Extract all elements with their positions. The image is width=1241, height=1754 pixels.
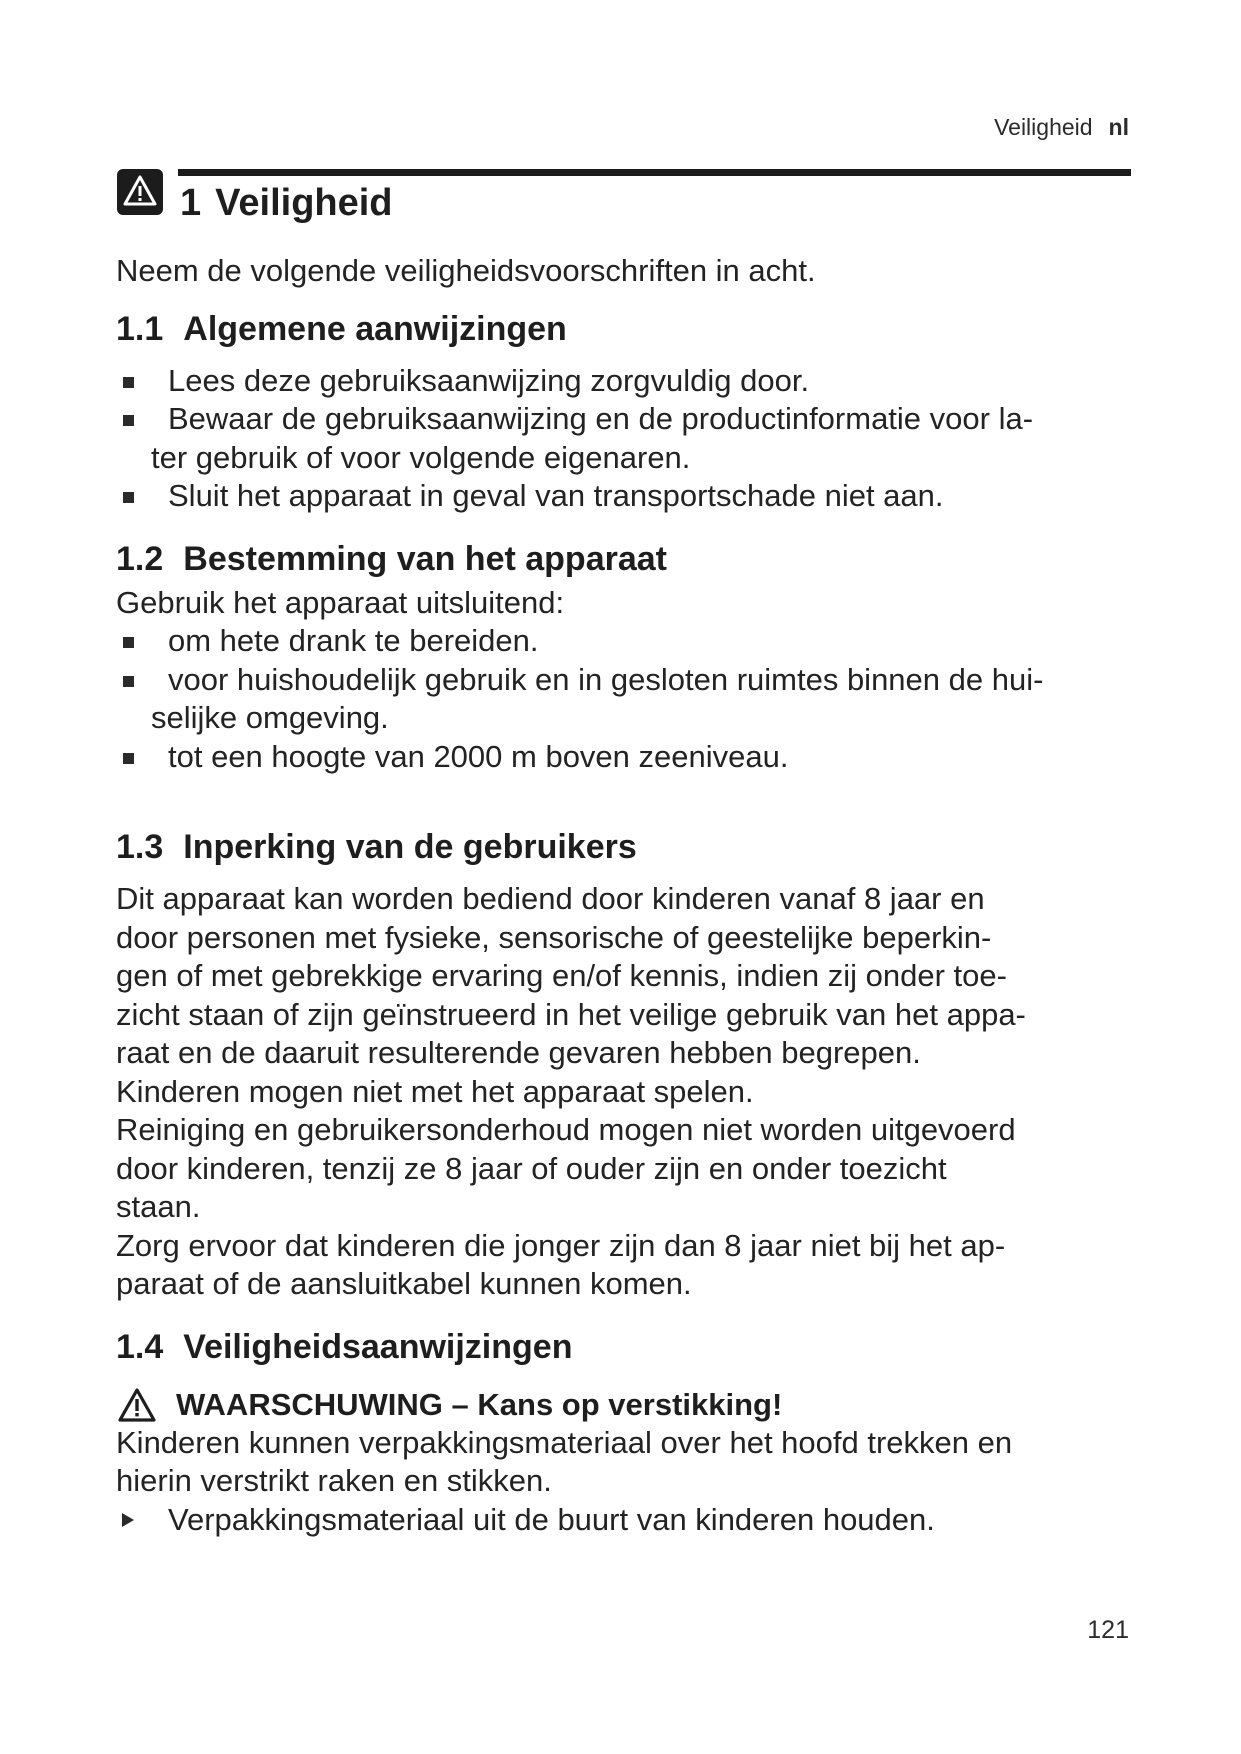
list-item-continuation: ter gebruik of voor volgende eigenaren. <box>151 439 691 475</box>
instruction-list <box>116 1501 1156 1540</box>
section-title: Veiligheidsaanwijzingen <box>183 1327 573 1366</box>
header-section-title: Veiligheid <box>994 114 1093 140</box>
section-heading <box>116 826 1156 868</box>
section-title: Inperking van de gebruikers <box>183 828 637 866</box>
chapter-rule <box>178 169 1131 176</box>
list-item-text: voor huishoudelijk gebruik en in gesloten ruimtes binnen de hui- <box>168 661 1044 697</box>
warning-text-line: Kinderen kunnen verpakkingsmateriaal over het hoofd trekken en <box>116 1424 1013 1460</box>
page-content <box>116 252 1156 1539</box>
list-item-text: tot een hoogte van 2000 m boven zeeniveau. <box>168 738 789 774</box>
chapter-title-text: Veiligheid <box>215 182 393 224</box>
warning-text-line: hierin verstrikt raken en stikken. <box>116 1463 552 1498</box>
paragraph-line: door personen met fysieke, sensorische of geestelijke beperkin- <box>116 919 992 955</box>
section-number: 1.3 <box>116 828 164 866</box>
section-heading <box>116 1326 1156 1368</box>
section-number: 1.2 <box>116 539 164 578</box>
section-1-3 <box>116 826 1156 1304</box>
running-header <box>994 114 1129 141</box>
list-item-text: om hete drank te bereiden. <box>168 623 539 658</box>
chapter-title <box>180 182 393 225</box>
section-1-1 <box>116 308 1156 516</box>
list-item-text: Bewaar de gebruiksaanwijzing en de productinformatie voor la- <box>168 401 1034 436</box>
list-item-text: Sluit het apparaat in geval van transportschade niet aan. <box>168 478 944 513</box>
list-item <box>116 477 1156 516</box>
paragraph-line: Zorg ervoor dat kinderen die jonger zijn dan 8 jaar niet bij het ap- <box>116 1227 1006 1263</box>
paragraph-line: Kinderen mogen niet met het apparaat spelen. <box>116 1073 754 1109</box>
list-item <box>116 622 1156 661</box>
bullet-list <box>116 362 1156 516</box>
section-title: Algemene aanwijzingen <box>183 309 567 348</box>
paragraph-line: gen of met gebrekkige ervaring en/of kennis, indien zij onder toe- <box>116 958 1007 993</box>
paragraph-line: zicht staan of zijn geïnstrueerd in het veilige gebruik van het appa- <box>116 996 1026 1032</box>
warning-heading <box>116 1386 1156 1424</box>
list-item-continuation: selijke omgeving. <box>151 700 389 735</box>
paragraph-line: door kinderen, tenzij ze 8 jaar of ouder zijn en onder toezicht <box>116 1150 947 1186</box>
section-title: Bestemming van het apparaat <box>183 539 667 578</box>
list-item <box>116 400 1156 477</box>
header-language-code: nl <box>1108 114 1129 140</box>
paragraph-line: Reiniging en gebruikersonderhoud mogen niet worden uitgevoerd <box>116 1112 1016 1147</box>
list-item-text: Lees deze gebruiksaanwijzing zorgvuldig door. <box>168 362 810 398</box>
warning-title: WAARSCHUWING – Kans op verstikking! <box>176 1386 783 1422</box>
section-1-2 <box>116 538 1156 777</box>
warning-triangle-icon <box>118 1388 156 1422</box>
section-1-4 <box>116 1326 1156 1540</box>
intro-text: Neem de volgende veiligheidsvoorschriften in acht. <box>116 253 816 288</box>
chapter-number: 1 <box>180 182 202 224</box>
section-heading <box>116 538 1156 580</box>
warning-triangle-icon <box>117 169 163 215</box>
list-item <box>116 738 1156 777</box>
section-heading <box>116 308 1156 350</box>
section-lead: Gebruik het apparaat uitsluitend: <box>116 584 565 620</box>
section-number: 1.1 <box>116 309 164 348</box>
instruction-step: Verpakkingsmateriaal uit de buurt van kinderen houden. <box>116 1501 1156 1540</box>
paragraph-line: raat en de daaruit resulterende gevaren hebben begrepen. <box>116 1035 921 1070</box>
paragraph-line: Dit apparaat kan worden bediend door kinderen vanaf 8 jaar en <box>116 881 985 916</box>
bullet-list <box>116 622 1156 776</box>
list-item <box>116 362 1156 401</box>
paragraph-line: paraat of de aansluitkabel kunnen komen. <box>116 1266 692 1301</box>
page-number: 121 <box>1087 1616 1129 1644</box>
list-item <box>116 661 1156 738</box>
section-number: 1.4 <box>116 1327 164 1366</box>
paragraph-line: staan. <box>116 1189 201 1224</box>
